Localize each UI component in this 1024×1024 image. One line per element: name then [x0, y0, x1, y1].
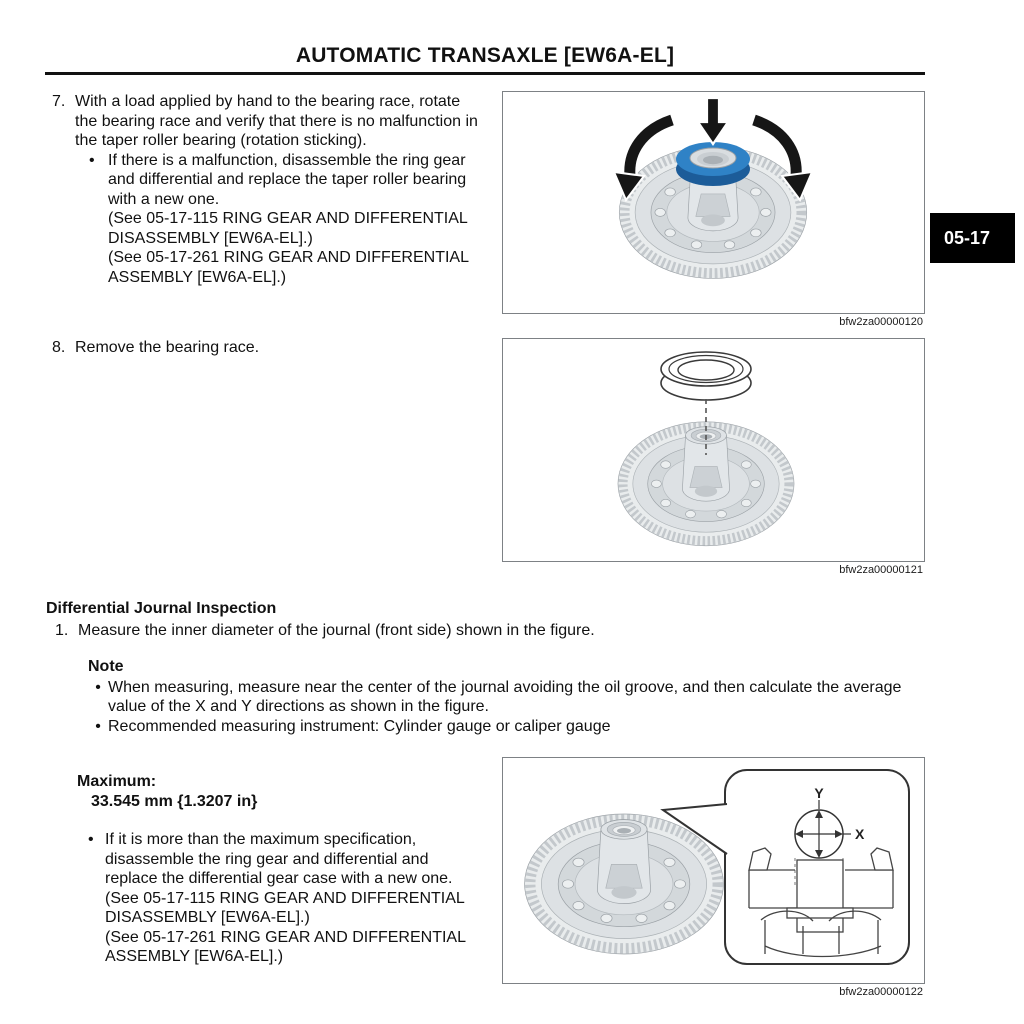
reference-text: (See 05-17-261 RING GEAR AND DIFFERENTIAL ASSEMBLY [EW6A-EL].) — [108, 249, 469, 286]
specification-block — [77, 772, 257, 811]
header-rule — [45, 72, 925, 75]
bearing-race-outline — [661, 352, 751, 400]
note-bullet — [88, 678, 918, 717]
y-axis-label: Y — [814, 785, 824, 801]
page-title: AUTOMATIC TRANSAXLE [EW6A-EL] — [295, 44, 675, 67]
bullet-dot: • — [95, 717, 101, 735]
bullet-text: If there is a malfunction, disassemble the ring gear and differential and replace the taper roller bearing with a new one. — [108, 151, 467, 208]
step-text: With a load applied by hand to the bearing race, rotate the bearing race and verify that there is no malfunction in the taper roller bearing (rotation sticking). — [75, 93, 478, 149]
note-title: Note — [88, 658, 124, 675]
step-number: 7. — [52, 93, 66, 110]
press-down-arrow-icon — [698, 98, 728, 144]
figure-journal-measurement — [502, 757, 925, 984]
note-block — [88, 657, 918, 736]
section-title: Differential Journal Inspection — [46, 600, 277, 617]
reference-text: (See 05-17-115 RING GEAR AND DIFFERENTIAL DISASSEMBLY [EW6A-EL].) — [108, 210, 468, 247]
journal-measurement-illustration — [503, 758, 924, 983]
bullet-dot: • — [95, 678, 101, 696]
x-axis-label: X — [855, 826, 865, 842]
figure-bearing-race-removal — [502, 338, 925, 562]
figure-bearing-race-rotation — [502, 91, 925, 314]
step-text: Measure the inner diameter of the journal (front side) shown in the figure. — [78, 622, 595, 639]
note-bullet — [88, 717, 918, 737]
inspection-step-1 — [55, 621, 955, 641]
spec-label: Maximum: — [77, 773, 157, 790]
note-bullet-text: When measuring, measure near the center of the journal avoiding the oil groove, and then calculate the average value of the X and Y directions as shown in the figure. — [108, 678, 902, 715]
note-bullet-text: Recommended measuring instrument: Cylinder gauge or caliper gauge — [108, 717, 611, 735]
figure-caption: bfw2za00000120 — [839, 316, 923, 328]
step-number: 1. — [55, 622, 69, 639]
step-number: 8. — [52, 339, 66, 356]
reference-text: (See 05-17-115 RING GEAR AND DIFFERENTIAL DISASSEMBLY [EW6A-EL].) — [105, 889, 465, 926]
bullet-text: If it is more than the maximum specification, disassemble the ring gear and differential and replace the differential gear case with a new one. — [105, 831, 453, 887]
figure-caption: bfw2za00000122 — [839, 986, 923, 998]
step-text: Remove the bearing race. — [75, 339, 260, 356]
bullet-dot: • — [89, 151, 95, 169]
reference-text: (See 05-17-261 RING GEAR AND DIFFERENTIAL ASSEMBLY [EW6A-EL].) — [105, 928, 466, 965]
step-8 — [52, 338, 482, 358]
step-bullet — [75, 151, 482, 288]
section-page-tab: 05-17 — [930, 213, 1015, 263]
bearing-race-blue-ring — [676, 142, 750, 186]
bearing-race-removal-illustration — [503, 339, 924, 561]
bullet-dot: • — [88, 831, 94, 848]
inspection-bullet — [88, 830, 478, 967]
step-7 — [52, 92, 482, 287]
bearing-race-rotation-illustration — [503, 92, 924, 313]
figure-caption: bfw2za00000121 — [839, 564, 923, 576]
spec-value: 33.545 mm {1.3207 in} — [91, 792, 258, 810]
